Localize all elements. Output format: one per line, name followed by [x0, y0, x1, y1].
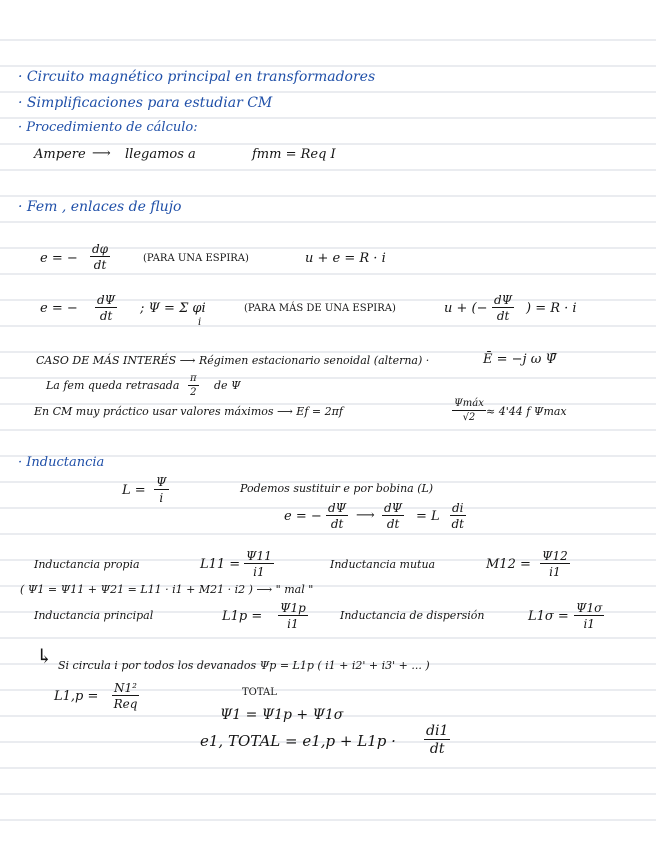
propia-fraction	[244, 550, 274, 578]
principal-fraction	[278, 602, 308, 630]
propia-label: Inductancia propia	[34, 558, 140, 571]
e2-right-num: dΨ	[494, 293, 513, 307]
L-num: Ψ	[156, 475, 167, 489]
chain-arrow-icon: ⟶	[356, 508, 375, 523]
retrasada-text: La fem queda retrasada	[46, 379, 180, 392]
e2-sum-index: i	[198, 317, 202, 328]
caso-interes: CASO DE MÁS INTERÉS ⟶ Régimen estacionario senoidal (alterna) ·	[36, 354, 430, 367]
e2-psi-sum: ; Ψ = Σ φi	[140, 301, 206, 316]
sustituir-text: Podemos sustituir e por bobina (L)	[240, 482, 434, 495]
heading-circuito-magnetico: · Circuito magnético principal en transformadores	[18, 69, 376, 85]
retrasada-den: 2	[190, 387, 197, 398]
propia-num: Ψ11	[246, 549, 272, 563]
e1-note: (PARA UNA ESPIRA)	[143, 253, 249, 264]
e2-fraction	[95, 294, 117, 322]
ampere-llegamos: llegamos a	[125, 147, 196, 162]
principal-label: Inductancia principal	[34, 609, 154, 622]
chain-d2: dt	[386, 517, 400, 531]
mutua-label: Inductancia mutua	[330, 558, 436, 571]
heading-fem: · Fem , enlaces de flujo	[18, 199, 182, 215]
l1p-num: N1²	[114, 681, 137, 695]
e2-den: dt	[99, 309, 113, 323]
caso-equation: Ē = −j ω Ψ̄	[483, 352, 557, 367]
heading-procedimiento: · Procedimiento de cálculo:	[18, 120, 198, 135]
total-label: TOTAL	[242, 687, 277, 698]
heading-simplificaciones: · Simplificaciones para estudiar CM	[18, 95, 273, 111]
propia-den: i1	[253, 565, 265, 579]
principal-num: Ψ1p	[280, 601, 306, 615]
retrasada-num: π	[190, 373, 197, 384]
maximos-fraction	[452, 399, 486, 423]
e2-right-den: dt	[496, 309, 510, 323]
e2-right-pre: u + (−	[444, 301, 488, 316]
e1-den: dt	[93, 258, 107, 272]
mutua-den: i1	[549, 565, 561, 579]
e1-right: u + e = R · i	[305, 251, 386, 266]
e1-num: dφ	[92, 242, 109, 256]
L-lhs: L =	[122, 483, 146, 498]
retrasada-post: de Ψ	[214, 379, 241, 392]
e-total-num: di1	[426, 723, 449, 739]
maximos-num: Ψmáx	[454, 398, 484, 409]
chain-d1: dt	[330, 517, 344, 531]
chain-eq: = L	[416, 509, 440, 524]
chain-frac-1	[326, 502, 348, 530]
dispersion-num: Ψ1σ	[576, 601, 603, 615]
chain-frac-2	[382, 502, 404, 530]
dispersion-fraction	[574, 602, 604, 630]
dispersion-lhs: L1σ =	[528, 609, 569, 624]
chain-d3: dt	[451, 517, 465, 531]
circula-text: Si circula i por todos los devanados Ψp = L1p ( i1 + i2' + i3' + ... )	[58, 659, 430, 672]
chain-n3: di	[452, 501, 464, 515]
psi-total-equation: Ψ1 = Ψ1p + Ψ1σ	[220, 707, 344, 723]
chain-n2: dΨ	[384, 501, 403, 515]
e1-fraction	[90, 243, 110, 271]
mutua-fraction	[540, 550, 570, 578]
arrow-down-right-icon: ↳	[36, 644, 53, 668]
dispersion-label: Inductancia de dispersión	[340, 609, 485, 622]
e2-lhs: e = −	[40, 301, 78, 316]
paren-line: ( Ψ1 = Ψ11 + Ψ21 = L11 · i1 + M21 · i2 ) ⟶ " mal "	[20, 583, 314, 596]
maximos-post: ≈ 4'44 f Ψmax	[486, 405, 567, 418]
chain-lhs: e = −	[284, 509, 322, 524]
mutua-lhs: M12 =	[486, 557, 531, 572]
l1p-den: Req	[113, 697, 138, 711]
principal-den: i1	[287, 617, 299, 631]
l1p-fraction	[112, 682, 139, 710]
l1p-lhs: L1,p =	[54, 689, 99, 704]
maximos-text: En CM muy práctico usar valores máximos ⟶ Ef = 2πf	[34, 405, 343, 418]
mutua-num: Ψ12	[542, 549, 568, 563]
L-fraction	[154, 476, 169, 504]
e2-right-fraction	[492, 294, 514, 322]
propia-lhs: L11 =	[200, 557, 241, 572]
e-total-equation: e1, TOTAL = e1,p + L1p ·	[200, 732, 396, 750]
retrasada-fraction	[188, 374, 199, 398]
e1-lhs: e = −	[40, 251, 78, 266]
e2-num: dΨ	[97, 293, 116, 307]
e-total-den: dt	[429, 741, 445, 757]
dispersion-den: i1	[583, 617, 595, 631]
maximos-den: √2	[462, 412, 476, 423]
principal-lhs: L1p =	[222, 609, 263, 624]
fmm-equation: fmm = Req I	[252, 147, 336, 162]
e-total-fraction	[424, 724, 450, 756]
e2-right-post: ) = R · i	[526, 301, 577, 316]
e2-note: (PARA MÁS DE UNA ESPIRA)	[244, 303, 396, 314]
ampere-label: Ampere	[34, 147, 86, 162]
chain-frac-3	[450, 502, 466, 530]
heading-inductancia: · Inductancia	[18, 455, 105, 470]
L-den: i	[159, 491, 164, 505]
chain-n1: dΨ	[328, 501, 347, 515]
arrow-icon: ⟶	[92, 146, 111, 161]
